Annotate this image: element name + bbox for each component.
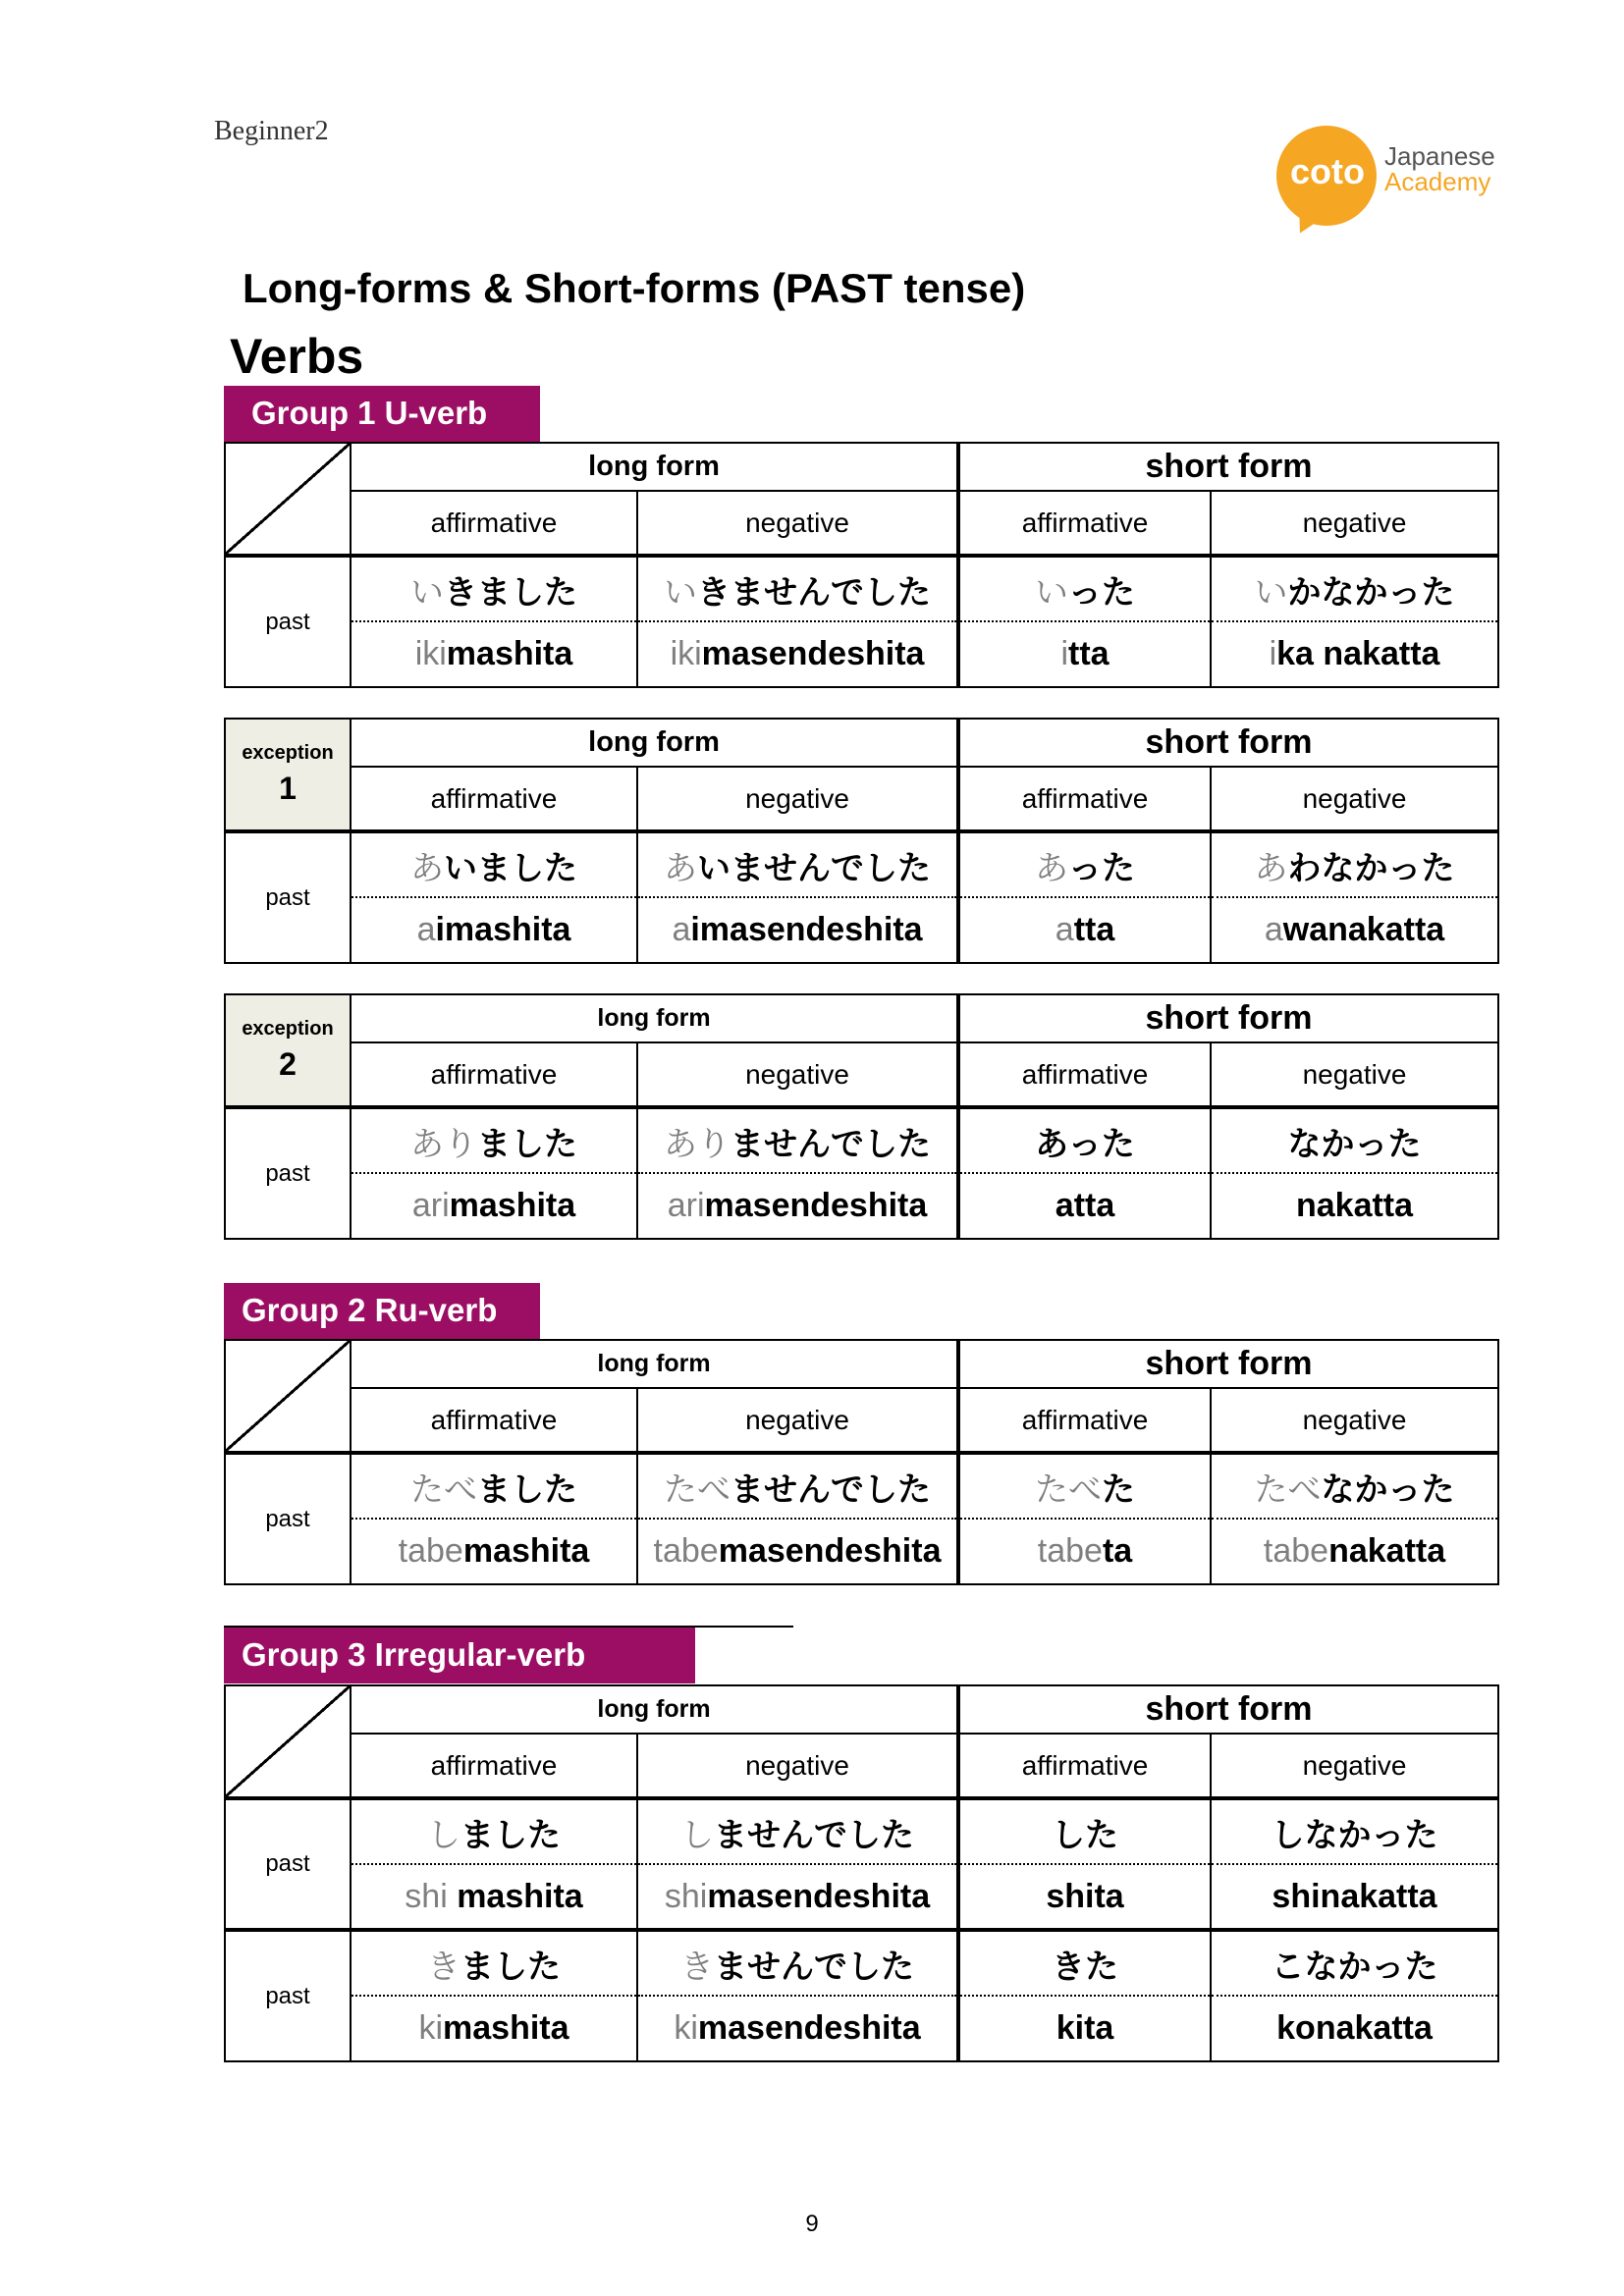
romaji-cell: shi mashita [351, 1864, 637, 1930]
exception-cell: exception 2 [225, 994, 351, 1107]
kana-cell: いきませんでした [637, 556, 958, 621]
negative-header: negative [637, 767, 958, 831]
affirmative-header: affirmative [351, 1388, 637, 1453]
romaji-cell: atta [958, 897, 1211, 963]
group1-label: Group 1 U-verb [224, 386, 540, 442]
past-label: past [225, 1798, 351, 1930]
affirmative-header: affirmative [958, 767, 1211, 831]
affirmative-header: affirmative [351, 1734, 637, 1798]
short-form-header: short form [958, 443, 1498, 491]
short-form-header: short form [958, 1340, 1498, 1388]
affirmative-header: affirmative [958, 1388, 1211, 1453]
romaji-cell: kimasendeshita [637, 1996, 958, 2061]
kana-cell: あった [958, 831, 1211, 897]
romaji-cell: tabemasendeshita [637, 1519, 958, 1584]
corner-cell [225, 1340, 351, 1453]
long-form-header: long form [351, 1340, 958, 1388]
romaji-cell: shimasendeshita [637, 1864, 958, 1930]
negative-header: negative [637, 491, 958, 556]
page-title: Long-forms & Short-forms (PAST tense) [243, 265, 1026, 311]
short-form-header: short form [958, 994, 1498, 1042]
past-label: past [225, 1107, 351, 1239]
romaji-cell: awanakatta [1211, 897, 1498, 963]
kana-cell: ありました [351, 1107, 637, 1173]
long-form-header: long form [351, 719, 958, 767]
long-form-header: long form [351, 994, 958, 1042]
romaji-cell: tabemashita [351, 1519, 637, 1584]
kana-cell: しました [351, 1798, 637, 1864]
kana-cell: あいました [351, 831, 637, 897]
kana-cell: しなかった [1211, 1798, 1498, 1864]
kana-cell: たべました [351, 1453, 637, 1519]
logo-brand: coto [1290, 151, 1365, 191]
kana-cell: こなかった [1211, 1930, 1498, 1996]
past-label: past [225, 556, 351, 687]
romaji-cell: tabeta [958, 1519, 1211, 1584]
romaji-cell: ikimasendeshita [637, 621, 958, 687]
romaji-cell: konakatta [1211, 1996, 1498, 2061]
exception-cell: exception 1 [225, 719, 351, 831]
kana-cell: いった [958, 556, 1211, 621]
romaji-cell: aimashita [351, 897, 637, 963]
negative-header: negative [637, 1042, 958, 1107]
past-label: past [225, 1453, 351, 1584]
romaji-cell: kimashita [351, 1996, 637, 2061]
logo-line2: Academy [1384, 167, 1491, 196]
romaji-cell: itta [958, 621, 1211, 687]
romaji-cell: atta [958, 1173, 1211, 1239]
affirmative-header: affirmative [958, 491, 1211, 556]
romaji-cell: shita [958, 1864, 1211, 1930]
logo-line1: Japanese [1384, 141, 1495, 171]
kana-cell: たべた [958, 1453, 1211, 1519]
affirmative-header: affirmative [351, 491, 637, 556]
corner-cell [225, 443, 351, 556]
past-label: past [225, 831, 351, 963]
page-number: 9 [805, 2211, 819, 2237]
kana-cell: たべなかった [1211, 1453, 1498, 1519]
affirmative-header: affirmative [351, 767, 637, 831]
negative-header: negative [1211, 767, 1498, 831]
group3-table [224, 1684, 1499, 2062]
kana-cell: いきました [351, 556, 637, 621]
kana-cell: たべませんでした [637, 1453, 958, 1519]
affirmative-header: affirmative [958, 1734, 1211, 1798]
romaji-cell: arimasendeshita [637, 1173, 958, 1239]
affirmative-header: affirmative [958, 1042, 1211, 1107]
negative-header: negative [637, 1388, 958, 1453]
kana-cell: いかなかった [1211, 556, 1498, 621]
romaji-cell: ika nakatta [1211, 621, 1498, 687]
negative-header: negative [1211, 1042, 1498, 1107]
romaji-cell: tabenakatta [1211, 1519, 1498, 1584]
romaji-cell: kita [958, 1996, 1211, 2061]
romaji-cell: nakatta [1211, 1173, 1498, 1239]
group2-label: Group 2 Ru-verb [224, 1283, 540, 1339]
short-form-header: short form [958, 1685, 1498, 1734]
romaji-cell: aimasendeshita [637, 897, 958, 963]
corner-cell [225, 1685, 351, 1798]
kana-cell: きませんでした [637, 1930, 958, 1996]
romaji-cell: ikimashita [351, 621, 637, 687]
exception2-table [224, 993, 1499, 1240]
kana-cell: あいませんでした [637, 831, 958, 897]
exception1-table [224, 718, 1499, 964]
group1-table [224, 442, 1499, 688]
group3-label: Group 3 Irregular-verb [224, 1628, 695, 1683]
kana-cell: した [958, 1798, 1211, 1864]
romaji-cell: arimashita [351, 1173, 637, 1239]
coto-logo [1276, 126, 1502, 234]
section-title: Verbs [230, 329, 364, 384]
long-form-header: long form [351, 443, 958, 491]
long-form-header: long form [351, 1685, 958, 1734]
kana-cell: きた [958, 1930, 1211, 1996]
affirmative-header: affirmative [351, 1042, 637, 1107]
group2-table [224, 1339, 1499, 1585]
kana-cell: なかった [1211, 1107, 1498, 1173]
short-form-header: short form [958, 719, 1498, 767]
kana-cell: あわなかった [1211, 831, 1498, 897]
past-label: past [225, 1930, 351, 2061]
kana-cell: あった [958, 1107, 1211, 1173]
negative-header: negative [1211, 1734, 1498, 1798]
kana-cell: きました [351, 1930, 637, 1996]
negative-header: negative [637, 1734, 958, 1798]
negative-header: negative [1211, 491, 1498, 556]
course-label: Beginner2 [214, 116, 329, 146]
romaji-cell: shinakatta [1211, 1864, 1498, 1930]
kana-cell: しませんでした [637, 1798, 958, 1864]
kana-cell: ありませんでした [637, 1107, 958, 1173]
negative-header: negative [1211, 1388, 1498, 1453]
